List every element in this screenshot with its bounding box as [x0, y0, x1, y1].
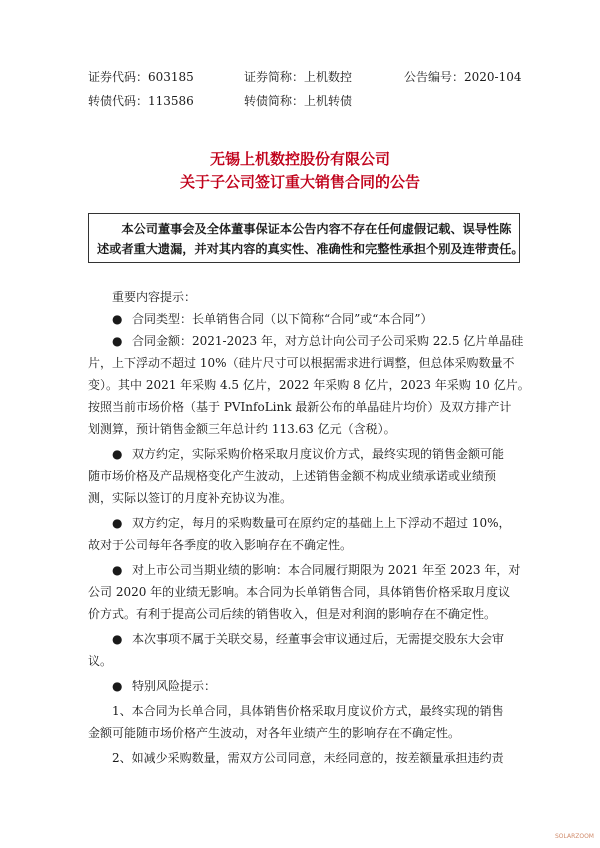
notice-title: 关于子公司签订重大销售合同的公告 — [179, 173, 420, 191]
list-item: ● 合同类型：长单销售合同（以下简称“合同”或“本合同”） — [88, 308, 520, 330]
text-line: 金额可能随市场价格产生波动，对各年业绩产生的影响存在不确定性。 — [88, 726, 461, 740]
important-notes — [88, 286, 530, 769]
list-item: ● 特别风险提示： — [88, 675, 520, 697]
text-line: 价方式。有利于提高公司后续的销售收入，但是对利润的影响存在不确定性。 — [88, 607, 497, 621]
text-line: 按照当前市场价格（基于 PVInfoLink 最新公布的单晶硅片均价）及双方排产计 — [88, 400, 512, 414]
notice-number: 公告编号：2020-104 — [404, 70, 522, 84]
intro-heading: 重要内容提示： — [112, 290, 197, 304]
bullet-icon: ● — [112, 632, 123, 646]
list-item: ● 对上市公司当期业绩的影响：本合同履行期限为 2021 年至 2023 年，对 — [88, 559, 520, 581]
board-statement-box — [88, 213, 524, 263]
text-line: 随市场价格及产品规格变化产生波动，上述销售金额不构成业绩承诺或业绩预 — [88, 469, 497, 483]
statement-line: 本公司董事会及全体董事保证本公告内容不存在任何虚假记载、误导性陈 — [121, 222, 512, 236]
list-item: ● 双方约定，每月的采购数量可在原约定的基础上上下浮动不超过 10%， — [88, 512, 520, 534]
watermark: SOLARZOOM — [554, 833, 594, 840]
risk-item: 1、本合同为长单合同，具体销售价格采取月度议价方式，最终实现的销售 — [112, 704, 504, 718]
bullet-icon: ● — [112, 563, 123, 577]
risk-item: 2、如减少采购数量，需双方公司同意，未经同意的，按差额量承担违约责 — [112, 751, 504, 765]
bullet-icon: ● — [112, 447, 123, 461]
bond-abbreviation: 转债简称：上机转债 — [244, 94, 353, 108]
bullet-icon: ● — [112, 516, 123, 530]
text-line: 公司 2020 年的业绩无影响。本合同为长单销售合同，具体销售价格采取月度议 — [88, 585, 511, 599]
bullet-icon: ● — [112, 334, 123, 348]
text-line: 测，实际以签订的月度补充协议为准。 — [88, 491, 293, 505]
list-item: ● 合同金额：2021-2023 年，对方总计向公司子公司采购 22.5 亿片单晶硅 — [88, 330, 520, 352]
text-line: 片，上下浮动不超过 10%（硅片尺寸可以根据需求进行调整，但总体采购数量不 — [88, 356, 515, 370]
company-name-title: 无锡上机数控股份有限公司 — [209, 150, 390, 168]
bullet-icon: ● — [112, 679, 123, 693]
stock-code: 证券代码：603185 — [88, 70, 194, 84]
statement-line: 述或者重大遗漏，并对其内容的真实性、准确性和完整性承担个别及连带责任。 — [97, 242, 524, 256]
text-line: 划测算，预计销售金额三年总计约 113.63 亿元（含税）。 — [88, 422, 396, 436]
bond-code: 转债代码：113586 — [88, 94, 194, 108]
list-item: ● 双方约定，实际采购价格采取月度议价方式，最终实现的销售金额可能 — [88, 443, 520, 465]
stock-abbreviation: 证券简称：上机数控 — [244, 70, 353, 84]
text-line: 故对于公司每年各季度的收入影响存在不确定性。 — [88, 538, 353, 552]
text-line: 变）。其中 2021 年采购 4.5 亿片，2022 年采购 8 亿片，2023 年采购 10 亿片。 — [88, 378, 530, 392]
text-line: 议。 — [88, 654, 113, 668]
bullet-icon: ● — [112, 312, 123, 326]
list-item: ● 本次事项不属于关联交易，经董事会审议通过后，无需提交股东大会审 — [88, 628, 520, 650]
